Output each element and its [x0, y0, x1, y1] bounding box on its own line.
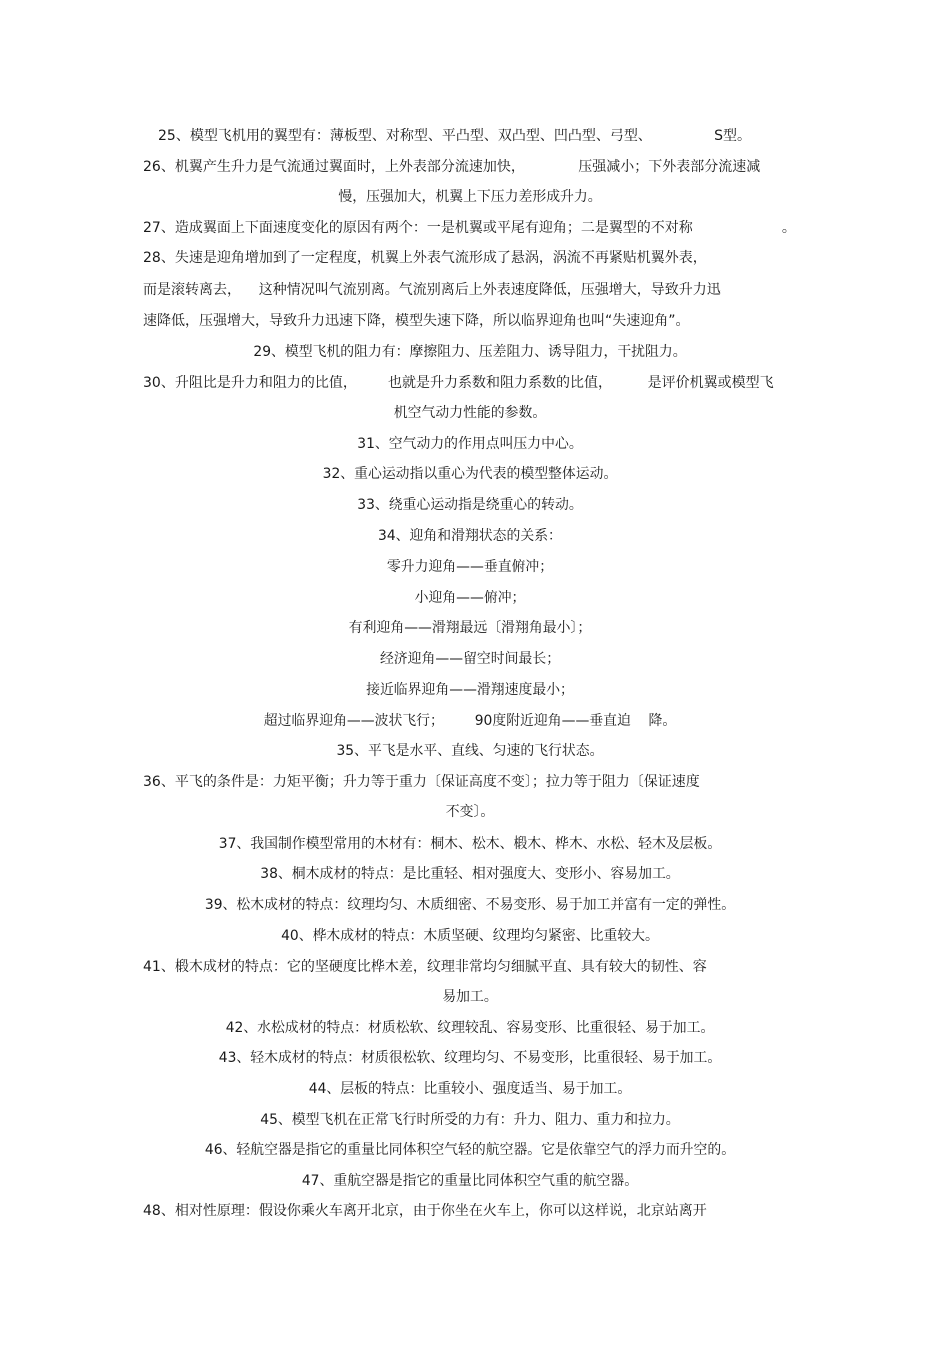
text-line-43: 43、轻木成材的特点：材质很松软、纹理均匀、不易变形，比重很轻、易于加工。	[218, 1050, 722, 1066]
text-line-41-cont: 易加工。	[442, 989, 498, 1005]
text-line-34-c: 有利迎角——滑翔最远〔滑翔角最小〕；	[348, 620, 592, 636]
text-line-44: 44、层板的特点：比重较小、强度适当、易于加工。	[308, 1081, 632, 1097]
text-line-37: 37、我国制作模型常用的木材有：桐木、松木、椴木、桦木、水松、轻木及层板。	[218, 836, 722, 852]
text-line-34-d: 经济迎角——留空时间最长；	[379, 651, 561, 667]
text-line-29: 29、模型飞机的阻力有：摩擦阻力、压差阻力、诱导阻力，干扰阻力。	[253, 344, 687, 360]
text-line-26-cont: 慢，压强加大，机翼上下压力差形成升力。	[338, 189, 602, 205]
text-line-48: 48、相对性原理：假设你乘火车离开北京，由于你坐在火车上，你可以这样说，北京站离开	[143, 1203, 707, 1219]
text-line-47: 47、重航空器是指它的重量比同体积空气重的航空器。	[301, 1173, 639, 1189]
text-line-30: 30、升阻比是升力和阻力的比值， 也就是升力系数和阻力系数的比值， 是评价机翼或模型飞	[143, 375, 774, 391]
text-line-28: 28、失速是迎角增加到了一定程度，机翼上外表气流形成了悬涡，涡流不再紧贴机翼外表，	[143, 250, 707, 266]
text-line-33: 33、绕重心运动指是绕重心的转动。	[357, 497, 583, 513]
text-line-40: 40、桦木成材的特点：木质坚硬、纹理均匀紧密、比重较大。	[281, 928, 659, 944]
text-line-30-cont: 机空气动力性能的参数。	[393, 405, 547, 421]
text-line-45: 45、模型飞机在正常飞行时所受的力有：升力、阻力、重力和拉力。	[260, 1112, 680, 1128]
text-line-26: 26、机翼产生升力是气流通过翼面时，上外表部分流速加快， 压强减小；下外表部分流速减	[143, 159, 761, 175]
text-line-35: 35、平飞是水平、直线、匀速的飞行状态。	[336, 743, 604, 759]
text-line-36-cont: 不变〕。	[445, 804, 495, 820]
text-line-36: 36、平飞的条件是：力矩平衡；升力等于重力〔保证高度不变〕；拉力等于阻力〔保证速度	[143, 774, 700, 790]
text-line-31: 31、空气动力的作用点叫压力中心。	[357, 436, 583, 452]
text-line-28-cont-1: 而是滚转离去， 这种情况叫气流别离。气流别离后上外表速度降低，压强增大，导致升力迅	[143, 282, 721, 298]
text-line-27: 27、造成翼面上下面速度变化的原因有两个：一是机翼或平尾有迎角；二是翼型的不对称 。	[143, 220, 796, 236]
text-line-41: 41、椴木成材的特点：它的坚硬度比桦木差，纹理非常均匀细腻平直、具有较大的韧性、容	[143, 959, 707, 975]
text-line-28-cont-2: 速降低，压强增大，导致升力迅速下降，模型失速下降，所以临界迎角也叫“失速迎角”。	[143, 313, 690, 329]
text-line-32: 32、重心运动指以重心为代表的模型整体运动。	[322, 466, 618, 482]
text-line-38: 38、桐木成材的特点：是比重轻、相对强度大、变形小、容易加工。	[260, 866, 680, 882]
text-line-34-a: 零升力迎角——垂直俯冲；	[386, 559, 554, 575]
text-line-46: 46、轻航空器是指它的重量比同体积空气轻的航空器。它是依靠空气的浮力而升空的。	[204, 1142, 736, 1158]
text-line-34-b: 小迎角——俯冲；	[414, 590, 526, 606]
text-line-39: 39、松木成材的特点：纹理均匀、木质细密、不易变形、易于加工并富有一定的弹性。	[204, 897, 736, 913]
text-line-42: 42、水松成材的特点：材质松软、纹理较乱、容易变形、比重很轻、易于加工。	[225, 1020, 715, 1036]
text-line-34-e: 接近临界迎角——滑翔速度最小；	[366, 682, 574, 698]
text-line-34: 34、迎角和滑翔状态的关系：	[378, 528, 562, 544]
text-line-34-f: 超过临界迎角——波状飞行； 90度附近迎角——垂直迫 降。	[263, 713, 677, 729]
text-line-25: 25、模型飞机用的翼型有：薄板型、对称型、平凸型、双凸型、凹凸型、弓型、 S型。	[158, 128, 752, 144]
